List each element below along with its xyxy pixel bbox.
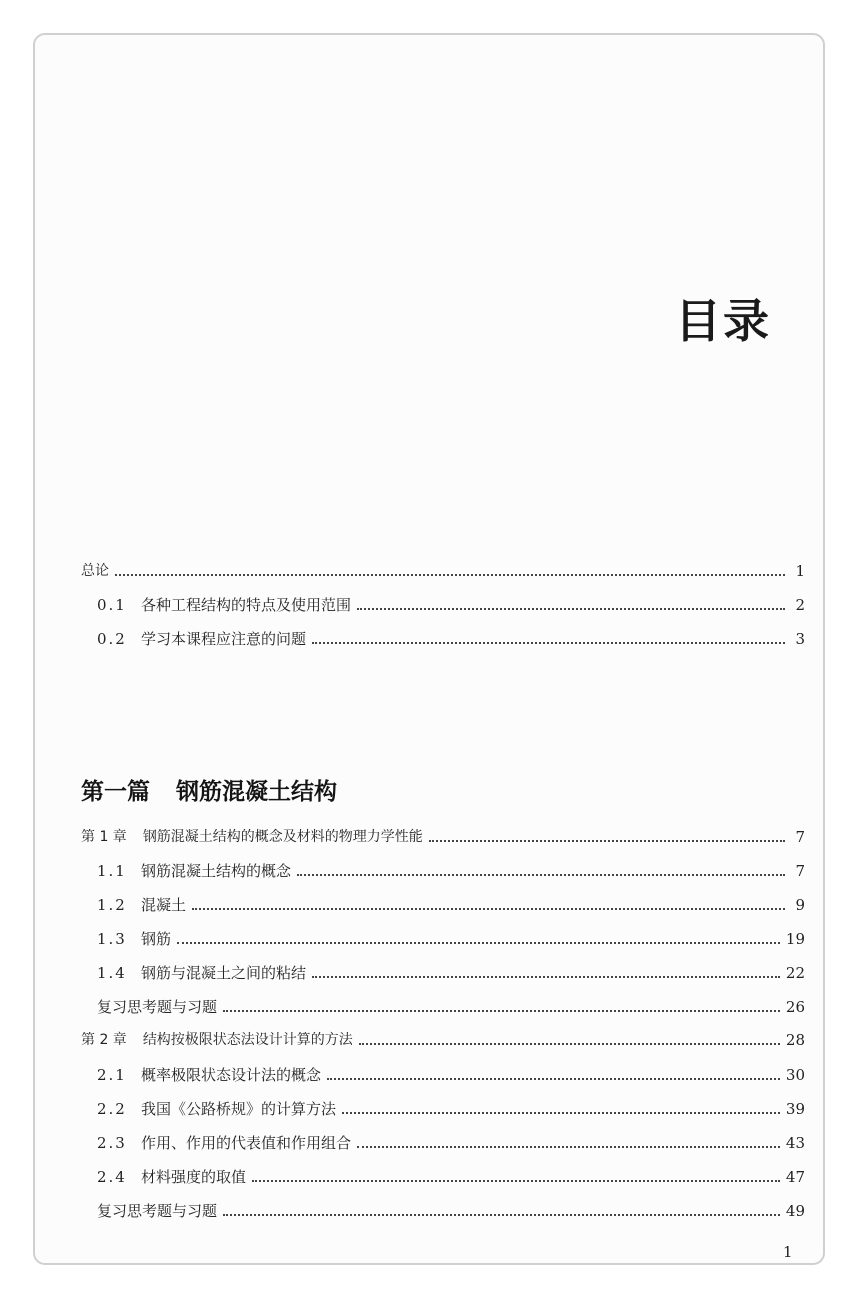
toc-section-number: 1.2 <box>97 896 127 914</box>
page-number: 1 <box>783 1243 793 1261</box>
toc-entry-label: 材料强度的取值 <box>141 1168 247 1186</box>
toc-entry-section[interactable] <box>97 1097 805 1121</box>
toc-entry-section[interactable] <box>97 961 805 985</box>
toc-entry-label: 钢筋与混凝土之间的粘结 <box>141 964 307 982</box>
dot-leader <box>429 840 785 842</box>
dot-leader <box>297 874 785 876</box>
toc-entry-section[interactable] <box>97 927 805 951</box>
toc-section-number: 0.2 <box>97 630 127 648</box>
toc-entry-label: 复习思考题与习题 <box>97 1202 218 1220</box>
toc-entry-page: 26 <box>785 998 805 1016</box>
toc-entry-label: 作用、作用的代表值和作用组合 <box>141 1134 352 1152</box>
part-heading <box>81 773 337 806</box>
toc-entry-label: 混凝土 <box>141 896 187 914</box>
part-number: 第一篇 <box>81 778 150 805</box>
dot-leader <box>252 1180 780 1182</box>
toc-entry-label: 复习思考题与习题 <box>97 998 218 1016</box>
toc-entry-section[interactable] <box>97 593 805 617</box>
toc-entry-page: 1 <box>795 562 805 580</box>
toc-entry-page: 9 <box>795 896 805 914</box>
toc-section-number: 2.2 <box>97 1100 127 1118</box>
toc-entry-page: 28 <box>785 1031 805 1049</box>
toc-entry-label: 钢筋混凝土结构的概念及材料的物理力学性能 <box>142 829 423 845</box>
toc-entry-section[interactable] <box>97 1165 805 1189</box>
dot-leader <box>177 942 780 944</box>
toc-entry-chapter-2[interactable] <box>81 1028 805 1052</box>
toc-section-number: 2.1 <box>97 1066 127 1084</box>
toc-entry-label: 学习本课程应注意的问题 <box>141 630 307 648</box>
toc-entry-chapter-1[interactable] <box>81 825 805 849</box>
toc-entry-label: 钢筋混凝土结构的概念 <box>141 862 292 880</box>
dot-leader <box>223 1214 780 1216</box>
toc-entry-section[interactable] <box>97 627 805 651</box>
dot-leader <box>342 1112 780 1114</box>
dot-leader <box>223 1010 780 1012</box>
toc-entry-label: 总论 <box>81 563 109 579</box>
toc-entry-section[interactable] <box>97 1131 805 1155</box>
toc-entry-section[interactable] <box>97 893 805 917</box>
toc-entry-section[interactable] <box>97 1063 805 1087</box>
dot-leader <box>357 1146 780 1148</box>
toc-entry-page: 43 <box>785 1134 805 1152</box>
dot-leader <box>359 1043 780 1045</box>
toc-section-number: 1.1 <box>97 862 127 880</box>
toc-chapter-number: 第 2 章 <box>81 1032 127 1048</box>
toc-entry-page: 7 <box>795 862 805 880</box>
toc-entry-page: 22 <box>785 964 805 982</box>
document-page <box>33 33 825 1265</box>
toc-entry-label: 我国《公路桥规》的计算方法 <box>141 1100 337 1118</box>
toc-entry-page: 49 <box>785 1202 805 1220</box>
toc-entry-label: 钢筋 <box>141 930 172 948</box>
toc-entry-section[interactable] <box>97 859 805 883</box>
toc-entry-page: 3 <box>795 630 805 648</box>
toc-chapter-number: 第 1 章 <box>81 829 127 845</box>
toc-entry-page: 2 <box>795 596 805 614</box>
toc-entry-page: 47 <box>785 1168 805 1186</box>
dot-leader <box>312 976 780 978</box>
toc-entry-exercises[interactable] <box>97 995 805 1019</box>
toc-section-number: 1.4 <box>97 964 127 982</box>
toc-section-number: 2.3 <box>97 1134 127 1152</box>
dot-leader <box>192 908 785 910</box>
dot-leader <box>312 642 785 644</box>
toc-entry-exercises[interactable] <box>97 1199 805 1223</box>
toc-entry-label: 各种工程结构的特点及使用范围 <box>141 596 352 614</box>
page-title: 目录 <box>675 294 771 348</box>
toc-entry-page: 19 <box>785 930 805 948</box>
toc-entry-page: 39 <box>785 1100 805 1118</box>
toc-section-number: 0.1 <box>97 596 127 614</box>
toc-entry-page: 7 <box>795 828 805 846</box>
dot-leader <box>357 608 785 610</box>
dot-leader <box>327 1078 780 1080</box>
part-title: 钢筋混凝土结构 <box>176 778 337 805</box>
toc-entry-page: 30 <box>785 1066 805 1084</box>
toc-section-number: 1.3 <box>97 930 127 948</box>
toc-entry-label: 概率极限状态设计法的概念 <box>141 1066 322 1084</box>
toc-section-number: 2.4 <box>97 1168 127 1186</box>
dot-leader <box>115 574 785 576</box>
toc-entry-label: 结构按极限状态法设计计算的方法 <box>142 1032 353 1048</box>
toc-entry-intro[interactable] <box>81 559 805 583</box>
